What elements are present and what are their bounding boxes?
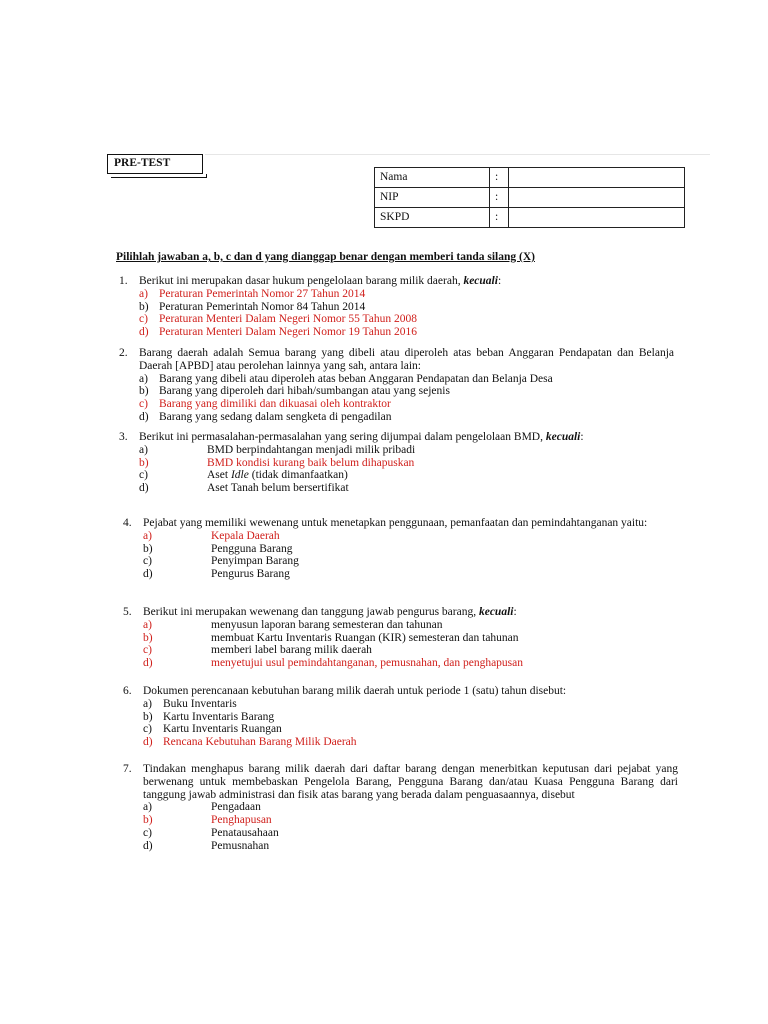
identity-label: SKPD: [375, 208, 490, 228]
question-stem: [123, 606, 678, 619]
option-letter: c): [139, 469, 148, 482]
question-number: 2.: [119, 347, 128, 359]
option-d[interactable]: [143, 657, 678, 670]
option-letter: b): [143, 631, 153, 644]
option-text: Pengadaan: [211, 801, 261, 814]
question-stem: [119, 431, 674, 444]
option-letter: c): [143, 826, 152, 839]
identity-row-skpd: [375, 208, 685, 228]
stem-emphasis: kecuali: [478, 606, 514, 618]
option-a[interactable]: [139, 288, 669, 301]
question-stem: [119, 347, 674, 373]
option-text: Pengurus Barang: [211, 568, 290, 581]
option-letter: a): [143, 618, 152, 631]
option-a[interactable]: [139, 444, 674, 457]
option-d[interactable]: [139, 411, 674, 424]
skpd-field[interactable]: [509, 208, 685, 228]
question-stem: [123, 685, 678, 698]
option-c[interactable]: [143, 827, 678, 840]
option-letter: a): [143, 529, 152, 542]
option-a[interactable]: [143, 619, 678, 632]
option-text: (tidak dimanfaatkan): [248, 469, 348, 482]
option-c[interactable]: [143, 644, 678, 657]
question-number: 5.: [123, 606, 132, 618]
identity-label: Nama: [375, 168, 490, 188]
option-a[interactable]: [143, 698, 678, 711]
option-text: Penghapusan: [211, 814, 272, 827]
option-text: membuat Kartu Inventaris Ruangan (KIR) semesteran dan tahunan: [211, 631, 519, 644]
option-text: Kepala Daerah: [211, 529, 280, 542]
option-text-italic: Idle: [230, 469, 249, 482]
question-5: [123, 606, 678, 670]
question-number: 3.: [119, 431, 128, 443]
option-text: Peraturan Pemerintah Nomor 84 Tahun 2014: [159, 300, 366, 313]
stem-text: Berikut ini merupakan dasar hukum pengelolaan barang milik daerah,: [139, 275, 461, 287]
option-d[interactable]: [139, 482, 674, 495]
identity-separator: :: [490, 208, 509, 228]
option-letter: c): [143, 555, 152, 568]
option-text: Barang yang dimiliki dan dikuasai oleh kontraktor: [159, 398, 391, 411]
option-b[interactable]: [143, 814, 678, 827]
question-number: 7.: [123, 763, 132, 775]
option-c[interactable]: [139, 313, 669, 326]
question-stem: [119, 275, 669, 288]
question-stem: [123, 517, 678, 530]
option-letter: a): [139, 443, 148, 456]
option-text: Kartu Inventaris Barang: [163, 710, 275, 723]
top-divider: [205, 154, 710, 155]
nip-field[interactable]: [509, 188, 685, 208]
question-number: 4.: [123, 517, 132, 529]
identity-row-nip: [375, 188, 685, 208]
option-text: Penatausahaan: [211, 826, 279, 839]
question-1: [119, 275, 669, 339]
option-b[interactable]: [143, 711, 678, 724]
option-c[interactable]: [143, 555, 678, 568]
option-letter: d): [139, 482, 149, 495]
question-number: 1.: [119, 275, 128, 287]
option-text: Barang yang sedang dalam sengketa di pengadilan: [159, 410, 392, 423]
option-letter: c): [143, 723, 152, 736]
option-d[interactable]: [143, 840, 678, 853]
option-text: Barang yang diperoleh dari hibah/sumbangan atau yang sejenis: [159, 385, 450, 398]
option-text: menyusun laporan barang semesteran dan tahunan: [211, 618, 443, 631]
question-6: [123, 685, 678, 749]
option-letter: d): [139, 326, 149, 339]
option-b[interactable]: [143, 543, 678, 556]
question-number: 6.: [123, 685, 132, 697]
question-2: [119, 347, 674, 424]
stem-end: :: [497, 275, 502, 287]
identity-label: NIP: [375, 188, 490, 208]
option-letter: a): [139, 372, 148, 385]
stem-text: Dokumen perencanaan kebutuhan barang milik daerah untuk periode 1 (satu) tahun disebut:: [143, 685, 567, 697]
option-letter: c): [143, 644, 152, 657]
page-title: PRE-TEST: [107, 154, 203, 174]
option-a[interactable]: [139, 373, 674, 386]
option-text: Aset Tanah belum bersertifikat: [207, 482, 349, 495]
option-text: Buku Inventaris: [163, 697, 237, 710]
option-a[interactable]: [143, 530, 678, 543]
option-letter: a): [143, 801, 152, 814]
option-letter: b): [139, 456, 149, 469]
option-letter: c): [139, 398, 148, 411]
identity-table: [374, 167, 685, 228]
stem-emphasis: kecuali: [545, 431, 581, 443]
stem-text: Pejabat yang memiliki wewenang untuk menetapkan penggunaan, pemanfaatan dan pemindahtanganan yaitu:: [143, 517, 648, 529]
stem-text: Tindakan menghapus barang milik daerah dari daftar barang dengan menerbitkan keputusan dari pejabat yang berwenang untuk membebaskan Pengelola Barang, Pengguna Barang dan/atau Kuasa Pengguna Barang dari tanggung jawab administrasi dan fisik atas barang yang berada dalam penguasaannya, disebut: [143, 763, 678, 801]
question-7: [123, 763, 678, 853]
option-text: Peraturan Menteri Dalam Negeri Nomor 19 Tahun 2016: [159, 326, 417, 339]
identity-row-name: [375, 168, 685, 188]
option-b[interactable]: [139, 301, 669, 314]
option-letter: b): [139, 300, 149, 313]
option-letter: d): [143, 839, 153, 852]
stem-end: :: [513, 606, 517, 618]
option-b[interactable]: [139, 385, 674, 398]
option-text: Peraturan Pemerintah Nomor 27 Tahun 2014: [159, 287, 366, 300]
stem-emphasis: kecuali: [463, 275, 498, 287]
option-text: Peraturan Menteri Dalam Negeri Nomor 55 Tahun 2008: [159, 313, 417, 326]
option-text: menyetujui usul pemindahtanganan, pemusnahan, dan penghapusan: [211, 657, 524, 670]
option-letter: b): [143, 542, 153, 555]
option-text: memberi label barang milik daerah: [211, 644, 372, 657]
identity-separator: :: [490, 188, 509, 208]
option-letter: a): [139, 287, 148, 300]
option-b[interactable]: [139, 457, 674, 470]
option-text: BMD berpindahtangan menjadi milik pribadi: [207, 443, 416, 456]
option-letter: a): [143, 697, 152, 710]
option-c[interactable]: [143, 723, 678, 736]
option-a[interactable]: [143, 801, 678, 814]
option-text: Aset: [207, 469, 231, 482]
option-c[interactable]: [139, 398, 674, 411]
stem-text: Berikut ini merupakan wewenang dan tanggung jawab pengurus barang,: [143, 606, 477, 618]
option-letter: b): [143, 710, 153, 723]
identity-separator: :: [490, 168, 509, 188]
stem-text: Berikut ini permasalahan-permasalahan yang sering dijumpai dalam pengelolaan BMD,: [139, 431, 543, 443]
option-text: Pengguna Barang: [211, 542, 293, 555]
instruction-text: Pilihlah jawaban a, b, c dan d yang dianggap benar dengan memberi tanda silang (X): [116, 251, 535, 263]
option-letter: d): [143, 568, 153, 581]
name-field[interactable]: [509, 168, 685, 188]
option-d[interactable]: [143, 736, 678, 749]
option-letter: b): [143, 814, 153, 827]
option-text: Pemusnahan: [211, 839, 270, 852]
option-text: BMD kondisi kurang baik belum dihapuskan: [207, 456, 415, 469]
option-letter: c): [139, 313, 148, 326]
option-letter: d): [139, 410, 149, 423]
option-d[interactable]: [139, 326, 669, 339]
question-stem: [123, 763, 678, 801]
option-letter: b): [139, 385, 149, 398]
option-text: Barang yang dibeli atau diperoleh atas beban Anggaran Pendapatan dan Belanja Desa: [159, 372, 553, 385]
stem-text: Barang daerah adalah Semua barang yang dibeli atau diperoleh atas beban Anggaran Pendapatan dan Belanja Daerah [APBD] atau perolehan lainnya yang sah, antara lain:: [139, 347, 674, 372]
option-letter: d): [143, 736, 153, 749]
option-c[interactable]: [139, 469, 674, 482]
question-4: [123, 517, 678, 581]
option-letter: d): [143, 657, 153, 670]
option-b[interactable]: [143, 632, 678, 645]
option-text: Penyimpan Barang: [211, 555, 299, 568]
stem-end: :: [580, 431, 584, 443]
option-text: Rencana Kebutuhan Barang Milik Daerah: [163, 736, 357, 749]
question-3: [119, 431, 674, 495]
option-text: Kartu Inventaris Ruangan: [163, 723, 282, 736]
option-d[interactable]: [143, 568, 678, 581]
